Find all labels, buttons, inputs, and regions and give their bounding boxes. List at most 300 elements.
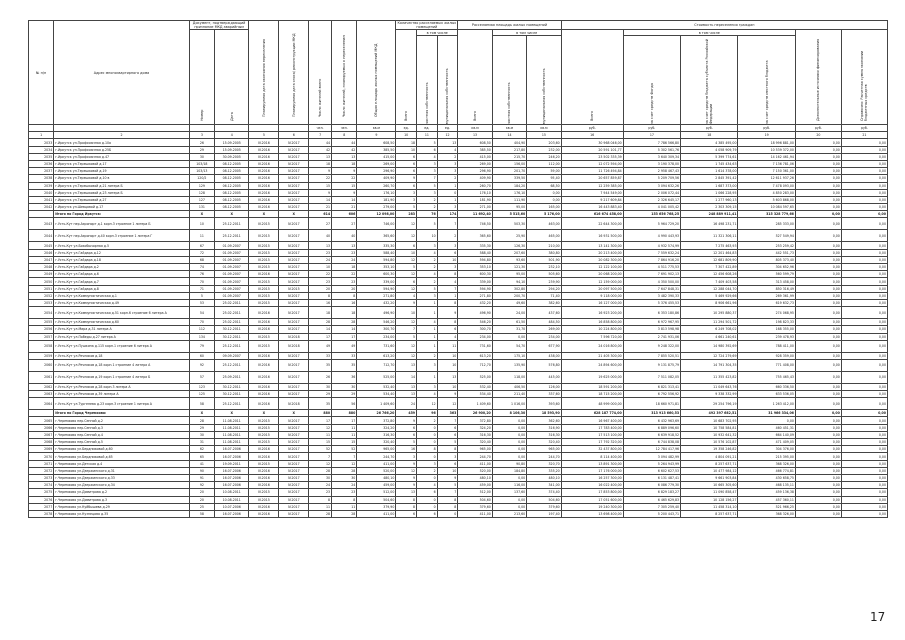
cost-ref-cell: 0,00 [841,182,887,189]
residents-cell: 29 [309,391,332,398]
area-municipal-cell: 465,00 [527,230,561,242]
table-row [29,424,888,431]
demolition-date-cell: IV.2017 [279,299,309,306]
column-number-cell: 16 [561,132,623,139]
doc-date-cell: 16.07.2006 [214,474,248,481]
cost-local-cell: 239 478,93 [738,333,795,340]
address-cell: г.Усть-Кут ул.Речников д.18 корп.1 строение 4 литера А [54,359,189,371]
demolition-date-cell: IV.2017 [279,489,309,496]
row-number-cell: 2069 [29,446,54,453]
table-row [29,146,888,153]
area-total-cell: 504,60 [458,496,492,503]
area-municipal-cell: 269,00 [527,326,561,333]
total-area-cell: 965,00 [357,446,396,453]
relocation-date-cell: IV.2015 [249,431,279,438]
area-total-cell: 411,00 [458,460,492,467]
row-number-cell: 2055 [29,319,54,326]
address-cell: г.Иркутск ул.Терешковой д.23 литера Б [54,189,189,196]
residents-planned-cell: 44 [332,139,357,146]
cost-total-cell: 24 016 800,00 [561,340,623,352]
table-row [29,489,888,496]
relocation-date-cell: IV.2016 [249,482,279,489]
area-private-cell: 8 106,30 [492,410,526,417]
doc-date-cell: 16.07.2006 [214,467,248,474]
area-private-cell: 121,30 [492,264,526,271]
cost-ref-cell: 0,00 [841,146,887,153]
row-number-cell: 2073 [29,474,54,481]
unit-cell: ед. [437,125,458,132]
row-number-cell: 2057 [29,333,54,340]
area-private-cell: 213,60 [492,510,526,517]
column-number-cell: 8 [332,132,357,139]
cost-fund-cell: 7 864 916,20 [623,256,680,263]
rooms-total-cell: 12 [396,271,417,278]
area-private-cell: 217,80 [492,146,526,153]
address-cell: г.Усть-Кут ул.Тургенева д.23 корп.3 строение 1 литера А [54,398,189,410]
address-cell: г.Усть-Кут ул.Пушкина д.115 корп.1 строение 6 литера А [54,340,189,352]
cost-extra-cell: 0,00 [795,218,841,230]
area-total-cell: 260,70 [458,182,492,189]
demolition-date-cell: IV.2017 [279,371,309,383]
cost-fund-cell: 7 511 082,05 [623,371,680,383]
area-municipal-cell: 294,20 [527,285,561,292]
total-area-cell: 320,40 [357,439,396,446]
area-private-cell: 0,00 [492,446,526,453]
demolition-date-cell: IV.2017 [279,278,309,285]
cost-ref-cell: 0,00 [841,299,887,306]
total-area-cell: 353,10 [357,264,396,271]
cost-total-cell: 20 213 400,00 [561,249,623,256]
cost-region-cell: 12 681 809,90 [681,256,738,263]
total-area-cell: 244,70 [357,453,396,460]
cost-fund-cell: 6 972 967,95 [623,319,680,326]
rooms-private-cell: 1 [417,371,438,383]
doc-date-cell: 01.09.2007 [214,285,248,292]
cost-total-cell: 22 644 300,00 [561,218,623,230]
relocation-date-cell: IV.2016 [249,510,279,517]
demolition-date-cell: IV.2017 [279,510,309,517]
residents-cell: 28 [309,467,332,474]
rooms-private-cell: 2 [417,352,438,359]
cost-ref-cell: 0,00 [841,352,887,359]
rooms-municipal-cell: 2 [437,175,458,182]
residents-cell: 614 [309,211,332,218]
cost-local-cell: 521 966,25 [738,503,795,510]
table-row [29,285,888,292]
area-private-header: частная собственность [492,36,526,125]
doc-date-cell: 16.07.2006 [214,453,248,460]
doc-date-cell: 11.08.2011 [214,417,248,424]
demolition-date-cell: IV.2017 [279,446,309,453]
rooms-total-cell: 9 [396,482,417,489]
area-incl-header: в том числе [492,30,561,36]
rooms-total-cell: 13 [396,391,417,398]
address-cell: г.Усть-Кут ул.Победы д.27 литера А [54,333,189,340]
rooms-total-header: Всего [396,30,417,125]
address-cell: г.Усть-Кут ул.Речников д.39 литера А [54,391,189,398]
address-cell: г.Иркутск ул.Профсоюзная д.10а [54,139,189,146]
total-area-cell: 504,60 [357,496,396,503]
area-municipal-cell: 382,60 [527,299,561,306]
cost-fund-cell: 5 376 455,53 [623,299,680,306]
cost-total-cell: 13 141 300,00 [561,242,623,249]
rooms-private-cell: 4 [417,271,438,278]
rooms-municipal-cell: 8 [437,319,458,326]
doc-number-cell: 60 [189,352,214,359]
row-number-cell: 2043 [29,218,54,230]
area-total-cell: 588,40 [458,249,492,256]
cost-total-cell: 16 858 800,00 [561,319,623,326]
demolition-date-header: Планируемая дата сноса/ реконструкции МКД [279,21,309,125]
residents-planned-cell: 18 [332,307,357,319]
area-municipal-cell: 234,00 [527,333,561,340]
rooms-total-cell: 6 [396,510,417,517]
cost-ref-cell: 0,00 [841,319,887,326]
unit-cell [54,125,189,132]
cost-fund-cell: 5 302 561,76 [623,146,680,153]
area-private-cell: 200,70 [492,292,526,299]
total-area-cell: 746,00 [357,218,396,230]
residents-cell: 16 [309,299,332,306]
address-header: Адрес многоквартирного дома [54,21,189,125]
residents-planned-cell: 30 [332,383,357,390]
cost-extra-cell: 0,00 [795,460,841,467]
unit-cell: кв.м [492,125,526,132]
area-municipal-cell: 480,10 [527,474,561,481]
residents-cell: 11 [309,431,332,438]
row-number-cell: 2067 [29,431,54,438]
area-municipal-cell: 112,00 [527,160,561,167]
area-private-cell: 0,00 [492,503,526,510]
cost-total-cell: 19 240 300,00 [561,503,623,510]
cost-fund-cell: 6 744 838,08 [623,439,680,446]
address-cell: г.Иркутск ул.Профсоюзная д.47 [54,153,189,160]
rooms-municipal-cell: 7 [437,285,458,292]
cost-extra-cell: 0,00 [795,453,841,460]
address-cell: г.Иркутск ул.Терешковой д.17 [54,160,189,167]
demolition-date-cell: IV.2017 [279,307,309,319]
cost-region-cell: 11 294 501,72 [681,319,738,326]
doc-date-cell: 25.02.2011 [214,299,248,306]
area-private-cell: 207,60 [492,249,526,256]
cost-fund-cell: 9 248 322,00 [623,340,680,352]
row-number-cell: 2072 [29,467,54,474]
area-total-cell: 520,00 [458,467,492,474]
rooms-municipal-cell: 4 [437,333,458,340]
row-number-cell: 2053 [29,299,54,306]
rooms-total-cell: 6 [396,242,417,249]
residents-planned-cell: 14 [332,196,357,203]
area-municipal-cell: 165,00 [527,204,561,211]
rooms-private-cell: 3 [417,168,438,175]
area-municipal-cell: 316,30 [527,431,561,438]
row-number-cell: 2045 [29,242,54,249]
demolition-date-cell: IV.2017 [279,249,309,256]
cost-ref-cell: 0,00 [841,271,887,278]
rooms-municipal-cell: 12 [437,398,458,410]
doc-number-cell: 58 [189,510,214,517]
doc-number-cell: 20 [189,496,214,503]
cost-ref-cell: 0,00 [841,139,887,146]
rooms-private-cell: 2 [417,467,438,474]
rooms-municipal-cell: 4 [437,146,458,153]
doc-date-cell: 11.08.2011 [214,431,248,438]
area-total-cell: 26 900,20 [458,410,492,417]
table-row [29,340,888,352]
unit-cell: кв.м [458,125,492,132]
row-number-cell: 2064 [29,398,54,410]
doc-date-cell: 01.09.2007 [214,271,248,278]
demolition-date-cell: IV.2017 [279,467,309,474]
relocation-date-cell: IV.2016 [249,160,279,167]
column-number-cell: 2 [54,132,189,139]
rooms-municipal-cell: 9 [437,474,458,481]
relocation-date-cell: IV.2015 [249,333,279,340]
table-row [29,196,888,203]
row-number-cell: 2061 [29,371,54,383]
area-total-cell: 594,80 [458,256,492,263]
demolition-date-cell: IV.2017 [279,391,309,398]
residents-planned-cell: 42 [332,146,357,153]
cost-region-cell: 10 683 702,95 [681,417,738,424]
rooms-private-cell: 4 [417,319,438,326]
doc-date-cell: 30.12.2011 [214,326,248,333]
cost-total-cell: 16 931 500,00 [561,230,623,242]
doc-number-cell: 53 [189,299,214,306]
doc-number-header: Номер [189,30,214,125]
doc-date-cell: 11.08.2011 [214,439,248,446]
doc-date-cell: 30.12.2011 [214,333,248,340]
residents-planned-cell: 30 [332,474,357,481]
cost-ref-cell: 0,00 [841,496,887,503]
row-number-cell: 2056 [29,326,54,333]
cost-extra-cell: 0,00 [795,410,841,417]
cost-local-cell: 755 465,43 [738,371,795,383]
rooms-municipal-cell: 8 [437,271,458,278]
column-number-cell: 6 [279,132,309,139]
units-row [29,125,888,132]
rooms-private-cell: 0 [417,503,438,510]
cost-extra-cell: 0,00 [795,383,841,390]
total-area-cell: 594,90 [357,285,396,292]
residents-planned-cell: 27 [332,218,357,230]
cost-extra-cell: 0,00 [795,230,841,242]
doc-number-cell: 68 [189,256,214,263]
rooms-incl-header: в том числе [417,30,458,36]
rooms-municipal-cell: 1 [437,196,458,203]
row-number-cell: 2054 [29,307,54,319]
table-row [29,482,888,489]
rooms-municipal-cell: 3 [437,160,458,167]
rooms-private-cell: 6 [417,146,438,153]
cost-local-cell: 10 084 597,65 [738,204,795,211]
rooms-municipal-cell: 363 [437,410,458,417]
cost-ref-cell: 0,00 [841,326,887,333]
rooms-private-cell: 4 [417,249,438,256]
relocation-date-cell: IV.2016 [249,139,279,146]
table-row [29,439,888,446]
relocation-date-cell: IV.2015 [249,278,279,285]
area-municipal-cell: 320,70 [527,460,561,467]
cost-local-cell: 7 478 093,00 [738,182,795,189]
unit-cell: кв.м [357,125,396,132]
cost-fund-cell: 7 305 259,40 [623,503,680,510]
cost-fund-cell: 2 326 645,17 [623,196,680,203]
doc-number-cell: 92 [189,482,214,489]
residents-header: Число жителей всего [309,21,332,125]
total-area-cell: 534,40 [357,391,396,398]
table-row [29,503,888,510]
cost-region-cell: 11 458 314,10 [681,503,738,510]
column-number-cell: 14 [492,132,526,139]
cost-total-cell: 17 792 320,00 [561,439,623,446]
cost-fund-cell: 2 006 072,44 [623,189,680,196]
rooms-private-cell: 3 [417,160,438,167]
demolition-date-cell: IV.2017 [279,417,309,424]
total-area-cell: 316,30 [357,431,396,438]
cost-region-cell: 10 932 641,32 [681,431,738,438]
column-number-cell: 7 [309,132,332,139]
area-private-cell: 339,50 [492,175,526,182]
row-number-cell: 2039 [29,182,54,189]
rooms-total-cell: 16 [396,446,417,453]
address-cell: г.Черемхово ул.Димитрова д.3 [54,496,189,503]
cost-region-cell: 2 303 309,15 [681,204,738,211]
address-cell: г.Черемхово ул.Димитрова д.2 [54,489,189,496]
relocation-date-cell: IV.2016 [249,326,279,333]
residents-cell: 18 [309,307,332,319]
cost-ref-cell: 0,00 [841,340,887,352]
relocation-date-cell: IV.2016 [249,352,279,359]
total-area-cell: 296,90 [357,168,396,175]
doc-date-cell: 15.09.2005 [214,146,248,153]
cost-extra-cell: 0,00 [795,467,841,474]
cost-fund-cell: 6 829 183,27 [623,489,680,496]
cost-extra-cell: 0,00 [795,211,841,218]
rooms-municipal-cell: 1 [437,182,458,189]
area-total-cell: 176,10 [458,189,492,196]
residents-planned-cell: 28 [332,319,357,326]
residents-cell: 26 [309,371,332,383]
rooms-private-cell: 3 [417,383,438,390]
doc-number-cell: 72 [189,249,214,256]
cost-ref-cell: 0,00 [841,292,887,299]
cost-ref-cell: 0,00 [841,175,887,182]
demolition-date-cell: X [279,211,309,218]
doc-date-cell: 16.07.2006 [214,482,248,489]
demolition-date-cell: IV.2017 [279,175,309,182]
area-private-cell: 184,80 [492,467,526,474]
doc-number-cell: 31 [189,439,214,446]
area-total-cell: 532,40 [458,383,492,390]
demolition-date-cell: IV.2017 [279,326,309,333]
relocation-date-cell: IV.2016 [249,153,279,160]
residents-planned-cell: 13 [332,153,357,160]
rooms-total-cell: 283 [396,211,417,218]
cost-fund-cell: 6 432 963,69 [623,417,680,424]
area-private-cell: 116,00 [492,482,526,489]
residents-planned-cell: 7 [332,453,357,460]
cost-extra-cell: 0,00 [795,299,841,306]
relocation-date-cell: IV.2015 [249,424,279,431]
doc-date-cell: 25.12.2011 [214,230,248,242]
table-row [29,417,888,424]
address-cell: г.Усть-Кут ул.Коммунистическая д.1 [54,292,189,299]
address-cell: г.Иркутск ул.Шевцовой д.17 [54,204,189,211]
area-municipal-cell: 393,60 [527,398,561,410]
relocation-date-cell: IV.2016 [249,359,279,371]
rooms-private-cell: 0 [417,496,438,503]
rooms-private-cell: 5 [417,139,438,146]
address-cell: г.Усть-Кут ул.Гайдара д.18 [54,256,189,263]
area-private-cell: 503,30 [492,218,526,230]
cost-extra-cell: 0,00 [795,189,841,196]
rooms-municipal-cell: 8 [437,299,458,306]
area-total-cell: 965,00 [458,446,492,453]
area-total-cell: 379,60 [458,503,492,510]
cost-region-cell: 19 358 246,82 [681,446,738,453]
unit-cell: руб. [795,125,841,132]
cost-total-cell: 12 259 385,00 [561,182,623,189]
rooms-private-cell: 10 [417,230,438,242]
unit-cell [29,125,54,132]
area-total-cell: 271,80 [458,292,492,299]
row-number-cell: 2074 [29,482,54,489]
area-municipal-cell: 463,00 [527,218,561,230]
doc-date-cell: 01.09.2007 [214,256,248,263]
area-municipal-cell: 18 593,90 [527,410,561,417]
total-area-cell: 181,90 [357,196,396,203]
relocation-date-cell: IV.2016 [249,446,279,453]
residents-cell: 44 [309,139,332,146]
rooms-private-cell: 0 [417,424,438,431]
area-private-cell: 156,00 [492,160,526,167]
cost-local-cell: 928 359,00 [738,352,795,359]
demolition-date-cell: IV.2018 [279,340,309,352]
doc-date-cell: 16.07.2006 [214,446,248,453]
area-municipal-cell: 197,40 [527,510,561,517]
doc-date-cell: 08.12.2005 [214,204,248,211]
cost-local-cell: 168 355,00 [738,326,795,333]
residents-planned-cell: 15 [332,182,357,189]
area-municipal-cell: 505,60 [527,271,561,278]
demolition-date-cell: IV.2017 [279,153,309,160]
residents-planned-cell: 8 [332,292,357,299]
area-private-cell: 0,00 [492,424,526,431]
cost-ref-cell: 0,00 [841,503,887,510]
cost-local-cell: 285 333,00 [738,218,795,230]
unit-cell [189,125,214,132]
relocation-date-cell: IV.2015 [249,230,279,242]
cost-ref-cell: 0,00 [841,439,887,446]
table-row [29,460,888,467]
cost-extra-cell: 0,00 [795,307,841,319]
area-total-cell: 594,90 [458,285,492,292]
rooms-municipal-cell: 10 [437,359,458,371]
residents-planned-cell: 14 [332,326,357,333]
cost-local-cell: 1 263 412,00 [738,398,795,410]
column-number-cell: 11 [417,132,438,139]
cost-total-cell: 16 443 883,40 [561,204,623,211]
cost-ref-cell: 0,00 [841,410,887,417]
address-cell: г.Усть-Кут ул.Коммунистическая д.60 [54,319,189,326]
cost-fund-cell: 7 559 632,24 [623,249,680,256]
total-area-cell: 520,00 [357,467,396,474]
column-number-cell: 13 [458,132,492,139]
doc-number-cell: 76 [189,271,214,278]
cost-ref-cell: 0,00 [841,460,887,467]
rooms-total-cell: 12 [396,467,417,474]
